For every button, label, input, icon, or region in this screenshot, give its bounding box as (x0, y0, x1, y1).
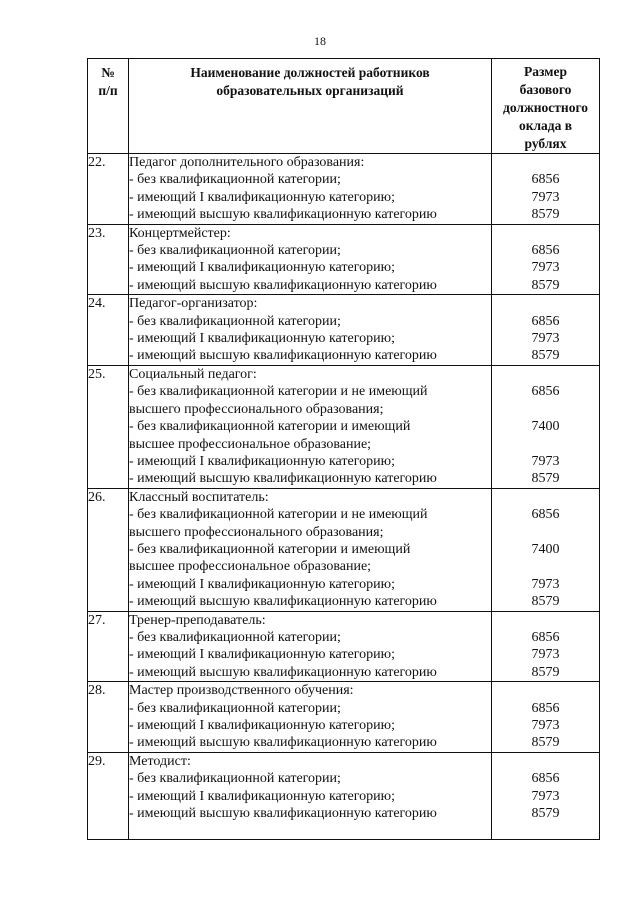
salary-value: 8579 (531, 806, 560, 822)
salary-value: 7973 (531, 331, 560, 347)
salary-value: 6856 (531, 629, 560, 645)
category-line: - без квалификационной категории; (129, 771, 341, 787)
category-line: - без квалификационной категории и не имеющий (129, 507, 428, 523)
salary-value: 7973 (531, 717, 560, 733)
salary-value: 6856 (531, 172, 560, 188)
position-title: Педагог дополнительного образования: (129, 155, 365, 170)
salary-value: 8579 (531, 735, 560, 751)
salary-spacer (492, 489, 599, 506)
salary-cell (492, 365, 600, 488)
header-number-line2: п/п (98, 83, 118, 98)
row-number: 22. (88, 154, 129, 225)
position-cell (129, 611, 492, 682)
salary-value: 7973 (531, 189, 560, 205)
position-title: Методист: (129, 753, 191, 769)
category-line: - имеющий высшую квалификационную категорию (129, 664, 437, 680)
salary-value: 7973 (531, 576, 560, 592)
category-line: высшее профессиональное образование; (129, 559, 372, 575)
category-line: - имеющий высшую квалификационную категорию (129, 277, 437, 293)
salary-value: 7973 (531, 788, 560, 804)
header-salary-line5: рублях (524, 136, 567, 151)
salary-cell (492, 295, 600, 366)
salary-value: 6856 (531, 700, 560, 716)
salary-value: 6856 (531, 507, 560, 523)
category-line: высшее профессиональное образование; (129, 436, 372, 452)
category-line: - имеющий высшую квалификационную категорию (129, 806, 437, 822)
position-title: Концертмейстер: (129, 225, 231, 241)
position-cell (129, 682, 492, 753)
category-line: - без квалификационной категории; (129, 313, 341, 329)
table-header-row (88, 59, 600, 154)
table-row (88, 682, 600, 753)
category-line: - имеющий I квалификационную категорию; (129, 576, 395, 592)
salary-cell (492, 682, 600, 753)
salary-value: 7973 (531, 260, 560, 276)
table-row (88, 752, 600, 839)
header-salary (492, 59, 600, 154)
row-number: 27. (88, 611, 129, 682)
category-line: - без квалификационной категории; (129, 243, 341, 259)
row-number: 24. (88, 295, 129, 366)
position-cell (129, 154, 492, 225)
category-line: - имеющий I квалификационную категорию; (129, 260, 395, 276)
table-row (88, 611, 600, 682)
salary-value: 6856 (531, 771, 560, 787)
category-line: - без квалификационной категории и не имеющий (129, 384, 428, 400)
category-line: - без квалификационной категории и имеющий (129, 541, 411, 557)
salary-cell (492, 224, 600, 295)
header-position-name (129, 59, 492, 154)
salary-cell (492, 611, 600, 682)
table-row (88, 224, 600, 295)
position-cell (129, 365, 492, 488)
salary-spacer (492, 295, 599, 312)
row-number: 29. (88, 752, 129, 839)
category-line: - без квалификационной категории; (129, 629, 341, 645)
header-number-line1: № (101, 65, 115, 80)
row-number: 28. (88, 682, 129, 753)
salary-value: 7973 (531, 647, 560, 663)
salary-spacer (492, 524, 599, 541)
row-number: 26. (88, 488, 129, 611)
salary-value: 8579 (531, 594, 560, 610)
position-title: Тренер-преподаватель: (129, 612, 266, 628)
salary-table (87, 58, 600, 840)
category-line: - без квалификационной категории; (129, 700, 341, 716)
salary-value: 7400 (531, 541, 560, 557)
salary-spacer (492, 682, 599, 699)
position-title: Классный воспитатель: (129, 489, 269, 505)
row-number: 25. (88, 365, 129, 488)
salary-value: 7400 (531, 419, 560, 435)
salary-value: 6856 (531, 313, 560, 329)
table-row (88, 154, 600, 225)
category-line: - без квалификационной категории; (129, 172, 341, 188)
salary-value: 8579 (531, 471, 560, 487)
table-row (88, 488, 600, 611)
position-cell (129, 295, 492, 366)
row-number: 23. (88, 224, 129, 295)
header-name-line2: образовательных организаций (216, 83, 404, 98)
salary-value: 8579 (531, 277, 560, 293)
category-line: - имеющий I квалификационную категорию; (129, 788, 395, 804)
table-row (88, 295, 600, 366)
table-body (88, 154, 600, 840)
position-cell (129, 488, 492, 611)
salary-cell (492, 752, 600, 839)
salary-spacer (492, 154, 599, 171)
salary-value: 8579 (531, 664, 560, 680)
salary-value: 6856 (531, 243, 560, 259)
category-line: - имеющий высшую квалификационную категорию (129, 594, 437, 610)
salary-value: 7973 (531, 453, 560, 469)
category-line: высшего профессионального образования; (129, 401, 384, 417)
category-line: - имеющий I квалификационную категорию; (129, 647, 395, 663)
page-number: 18 (314, 34, 326, 48)
category-line: - имеющий высшую квалификационную категорию (129, 348, 437, 364)
category-line: - имеющий высшую квалификационную категорию (129, 207, 437, 223)
salary-spacer (492, 612, 599, 629)
header-name-line1: Наименование должностей работников (190, 65, 430, 80)
table-row (88, 365, 600, 488)
salary-spacer (492, 753, 599, 770)
position-cell (129, 752, 492, 839)
salary-cell (492, 488, 600, 611)
position-title: Педагог-организатор: (129, 296, 258, 312)
salary-spacer (492, 401, 599, 418)
header-number (88, 59, 129, 154)
category-line: - имеющий высшую квалификационную категорию (129, 471, 437, 487)
position-title: Мастер производственного обучения: (129, 683, 354, 699)
position-cell (129, 224, 492, 295)
salary-value: 6856 (531, 384, 560, 400)
salary-spacer (492, 435, 599, 452)
salary-value: 8579 (531, 348, 560, 364)
salary-cell (492, 154, 600, 225)
header-salary-line3: должностного (503, 100, 588, 115)
header-salary-line4: оклада в (518, 118, 573, 133)
salary-spacer (492, 558, 599, 575)
category-line: - без квалификационной категории и имеющий (129, 419, 411, 435)
position-title: Социальный педагог: (129, 366, 257, 382)
category-line: - имеющий высшую квалификационную категорию (129, 735, 437, 751)
category-line: - имеющий I квалификационную категорию; (129, 718, 395, 733)
salary-value: 8579 (531, 207, 560, 223)
salary-spacer (492, 366, 599, 383)
salary-spacer (492, 225, 599, 242)
header-salary-line2: базового (519, 82, 572, 97)
category-line: высшего профессионального образования; (129, 524, 384, 540)
category-line: - имеющий I квалификационную категорию; (129, 453, 395, 469)
header-salary-line1: Размер (524, 64, 567, 79)
category-line: - имеющий I квалификационную категорию; (129, 331, 395, 347)
category-line: - имеющий I квалификационную категорию; (129, 189, 395, 205)
